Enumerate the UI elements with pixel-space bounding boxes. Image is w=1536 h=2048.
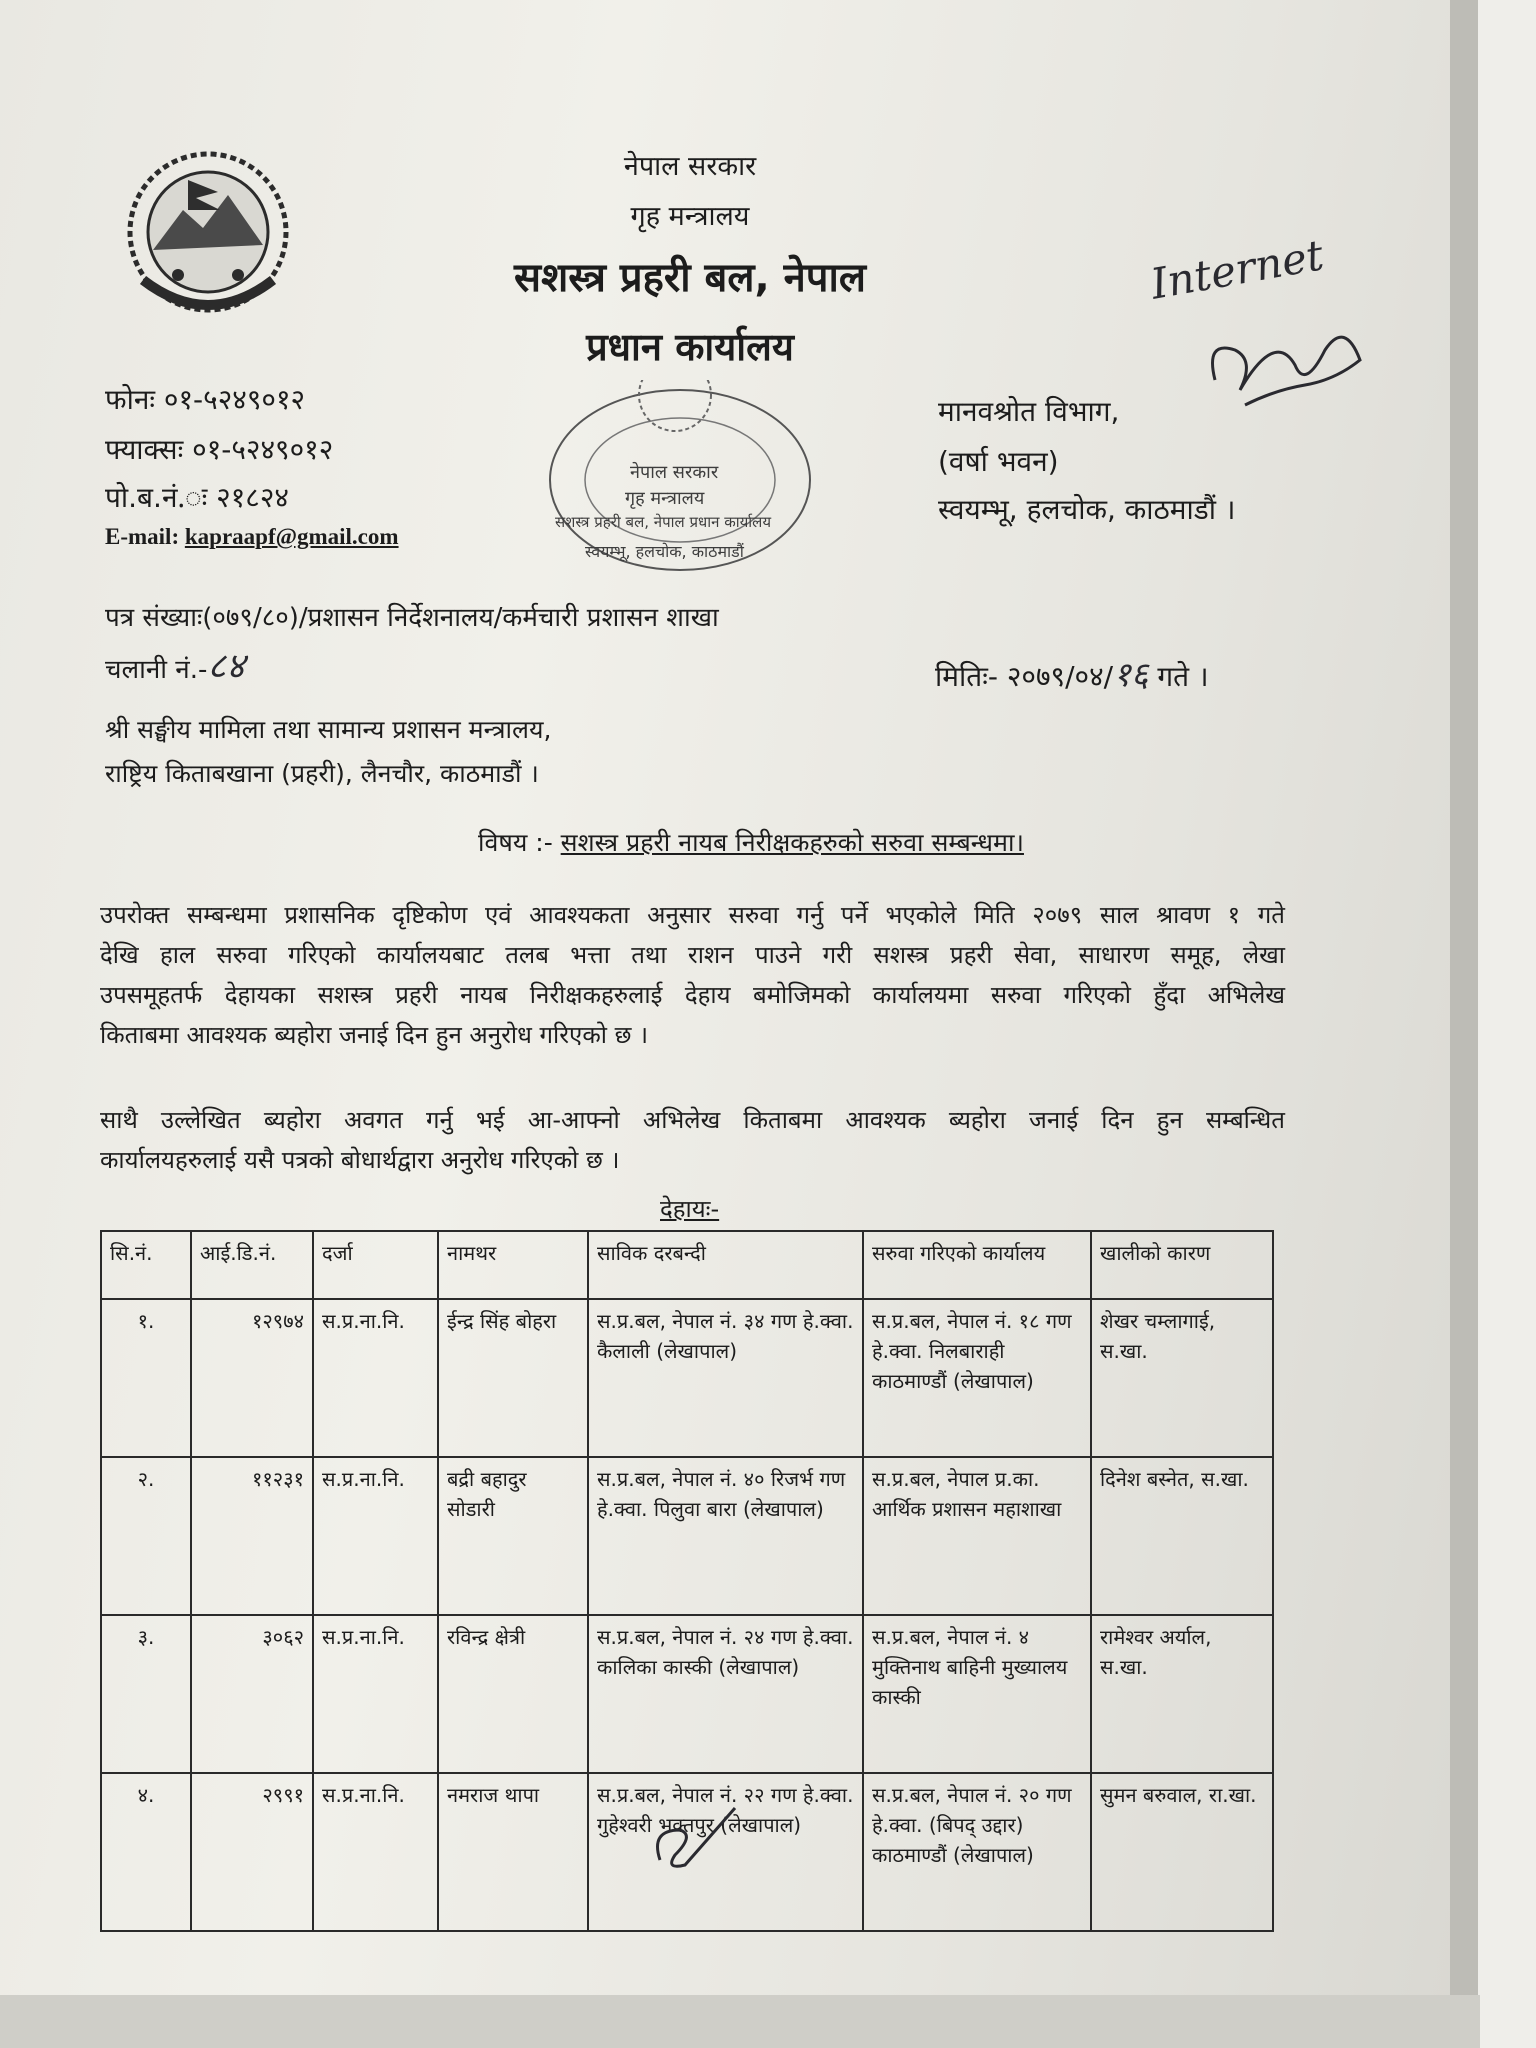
email-line	[105, 524, 399, 550]
po-box: पो.ब.नं.ः २१८२४	[105, 481, 289, 514]
header-serial: सि.नं.	[101, 1231, 191, 1299]
header-id: आई.डि.नं.	[191, 1231, 313, 1299]
cell-rank: स.प्र.ना.नि.	[313, 1615, 438, 1773]
department-name: मानवश्रोत विभाग,	[938, 395, 1120, 428]
body-line: देखि हाल सरुवा गरिएको कार्यालयबाट तलब भत्ता तथा राशन पाउने गरी सशस्त्र प्रहरी सेवा, साधारण समूह, लेखा	[100, 941, 1285, 969]
cell-previous-post: स.प्र.बल, नेपाल नं. २४ गण हे.क्वा. कालिका कास्की (लेखापाल)	[588, 1615, 863, 1773]
nepal-emblem	[108, 140, 308, 330]
cell-rank: स.प्र.ना.नि.	[313, 1457, 438, 1615]
cell-serial: ३.	[101, 1615, 191, 1773]
date-label: मितिः- २०७९/०४/	[935, 660, 1114, 693]
table-row	[101, 1457, 1273, 1615]
body-paragraph-1	[100, 895, 1285, 1055]
fax-number: फ्याक्सः ०१-५२४९०१२	[105, 433, 334, 466]
date-day: १६	[1113, 655, 1149, 695]
cell-id: ३०६२	[191, 1615, 313, 1773]
cell-rank: स.प्र.ना.नि.	[313, 1299, 438, 1457]
seal-line-4: स्वयम्भू, हलचोक, काठमाडौं	[585, 542, 744, 561]
handwritten-initial	[640, 1800, 750, 1880]
seal-line-2: गृह मन्त्रालय	[625, 488, 705, 509]
dispatch-label: चलानी नं.-	[105, 655, 208, 685]
body-line: उपसमूहतर्फ देहायका सशस्त्र प्रहरी नायब निरीक्षकहरुलाई देहाय बमोजिमको कार्यालयमा सरुवा गरिएको हुँदा अभिलेख	[100, 981, 1285, 1009]
phone-number: फोनः ०१-५२४९०१२	[105, 383, 306, 416]
date-line	[935, 650, 1209, 696]
email-address[interactable]: kapraapf@gmail.com	[184, 524, 399, 549]
cell-name: बद्री बहादुर सोडारी	[438, 1457, 588, 1615]
seal-line-3: सशस्त्र प्रहरी बल, नेपाल प्रधान कार्यालय	[555, 513, 772, 531]
email-label: E-mail:	[105, 524, 180, 549]
header-name: नामथर	[438, 1231, 588, 1299]
letterhead-office: प्रधान कार्यालय	[586, 325, 794, 369]
department-building: (वर्षा भवन)	[938, 445, 1059, 478]
department-address: स्वयम्भू, हलचोक, काठमाडौं ।	[938, 493, 1236, 526]
table-heading: देहायः-	[660, 1195, 720, 1223]
date-suffix: गते ।	[1157, 660, 1209, 693]
body-line: उपरोक्त सम्बन्धमा प्रशासनिक दृष्टिकोण एवं आवश्यकता अनुसार सरुवा गर्नु पर्ने भएकोले मिति २०७९ साल श्रावण १ गते	[100, 901, 1285, 929]
header-previous-post: साविक दरबन्दी	[588, 1231, 863, 1299]
cell-id: २९९१	[191, 1773, 313, 1931]
cell-serial: २.	[101, 1457, 191, 1615]
letterhead-org: सशस्त्र प्रहरी बल, नेपाल	[514, 255, 866, 301]
table-header-row	[101, 1231, 1273, 1299]
cell-serial: ४.	[101, 1773, 191, 1931]
cell-previous-post: स.प्र.बल, नेपाल नं. २२ गण हे.क्वा. गुहेश्वरी भक्तपुर (लेखापाल)	[588, 1773, 863, 1931]
handwritten-note: Internet	[1147, 230, 1328, 309]
cell-previous-post: स.प्र.बल, नेपाल नं. ३४ गण हे.क्वा. कैलाली (लेखापाल)	[588, 1299, 863, 1457]
cell-id: ११२३१	[191, 1457, 313, 1615]
page-bottom-shadow	[0, 1995, 1480, 2048]
cell-serial: १.	[101, 1299, 191, 1457]
paper-edge	[1450, 0, 1478, 2048]
cell-rank: स.प्र.ना.नि.	[313, 1773, 438, 1931]
header-rank: दर्जा	[313, 1231, 438, 1299]
cell-name: रविन्द्र क्षेत्री	[438, 1615, 588, 1773]
body-line: किताबमा आवश्यक ब्यहोरा जनाई दिन हुन अनुरोध गरिएको छ ।	[100, 1021, 649, 1049]
subject-text: सशस्त्र प्रहरी नायब निरीक्षकहरुको सरुवा सम्बन्धमा।	[560, 828, 1024, 857]
table-row	[101, 1299, 1273, 1457]
addressee-line-2: राष्ट्रिय किताबखाना (प्रहरी), लैनचौर, काठमाडौं ।	[105, 759, 539, 788]
body-line: साथै उल्लेखित ब्यहोरा अवगत गर्नु भई आ-आफ्नो अभिलेख किताबमा आवश्यक ब्यहोरा जनाई दिन हुन सम्बन्धित	[100, 1106, 1285, 1134]
cell-transferred-office: स.प्र.बल, नेपाल नं. ४ मुक्तिनाथ बाहिनी मुख्यालय कास्की	[863, 1615, 1091, 1773]
cell-transferred-office: स.प्र.बल, नेपाल नं. १८ गण हे.क्वा. निलबाराही काठमाण्डौं (लेखापाल)	[863, 1299, 1091, 1457]
cell-vacancy-reason: रामेश्वर अर्याल, स.खा.	[1091, 1615, 1273, 1773]
subject-line	[478, 825, 1024, 859]
dispatch-line	[105, 640, 245, 689]
body-paragraph-2	[100, 1100, 1285, 1180]
body-line: कार्यालयहरुलाई यसै पत्रको बोधार्थद्वारा अनुरोध गरिएको छ ।	[100, 1146, 620, 1174]
letterhead-ministry: गृह मन्त्रालय	[630, 201, 750, 232]
cell-name: नमराज थापा	[438, 1773, 588, 1931]
cell-vacancy-reason: दिनेश बस्नेत, स.खा.	[1091, 1457, 1273, 1615]
handwritten-signature	[1195, 310, 1375, 420]
seal-line-1: नेपाल सरकार	[630, 462, 719, 483]
cell-previous-post: स.प्र.बल, नेपाल नं. ४० रिजर्भ गण हे.क्वा. पिलुवा बारा (लेखापाल)	[588, 1457, 863, 1615]
letter-reference-number: पत्र संख्याः(०७९/८०)/प्रशासन निर्देशनालय/कर्मचारी प्रशासन शाखा	[105, 603, 719, 633]
paper-edge-underlay	[1478, 0, 1536, 2048]
cell-vacancy-reason: शेखर चम्लागाई, स.खा.	[1091, 1299, 1273, 1457]
table-row	[101, 1615, 1273, 1773]
header-vacancy-reason: खालीको कारण	[1091, 1231, 1273, 1299]
addressee-line-1: श्री सङ्घीय मामिला तथा सामान्य प्रशासन मन्त्रालय,	[105, 715, 552, 744]
dispatch-number: ८४	[207, 646, 245, 687]
cell-id: १२९७४	[191, 1299, 313, 1457]
letterhead-govt: नेपाल सरकार	[623, 151, 757, 182]
cell-vacancy-reason: सुमन बरुवाल, रा.खा.	[1091, 1773, 1273, 1931]
subject-label: विषय :-	[478, 828, 553, 857]
cell-name: ईन्द्र सिंह बोहरा	[438, 1299, 588, 1457]
cell-transferred-office: स.प्र.बल, नेपाल प्र.का. आर्थिक प्रशासन महाशाखा	[863, 1457, 1091, 1615]
cell-transferred-office: स.प्र.बल, नेपाल नं. २० गण हे.क्वा. (बिपद् उद्दार) काठमाण्डौं (लेखापाल)	[863, 1773, 1091, 1931]
header-transferred-office: सरुवा गरिएको कार्यालय	[863, 1231, 1091, 1299]
